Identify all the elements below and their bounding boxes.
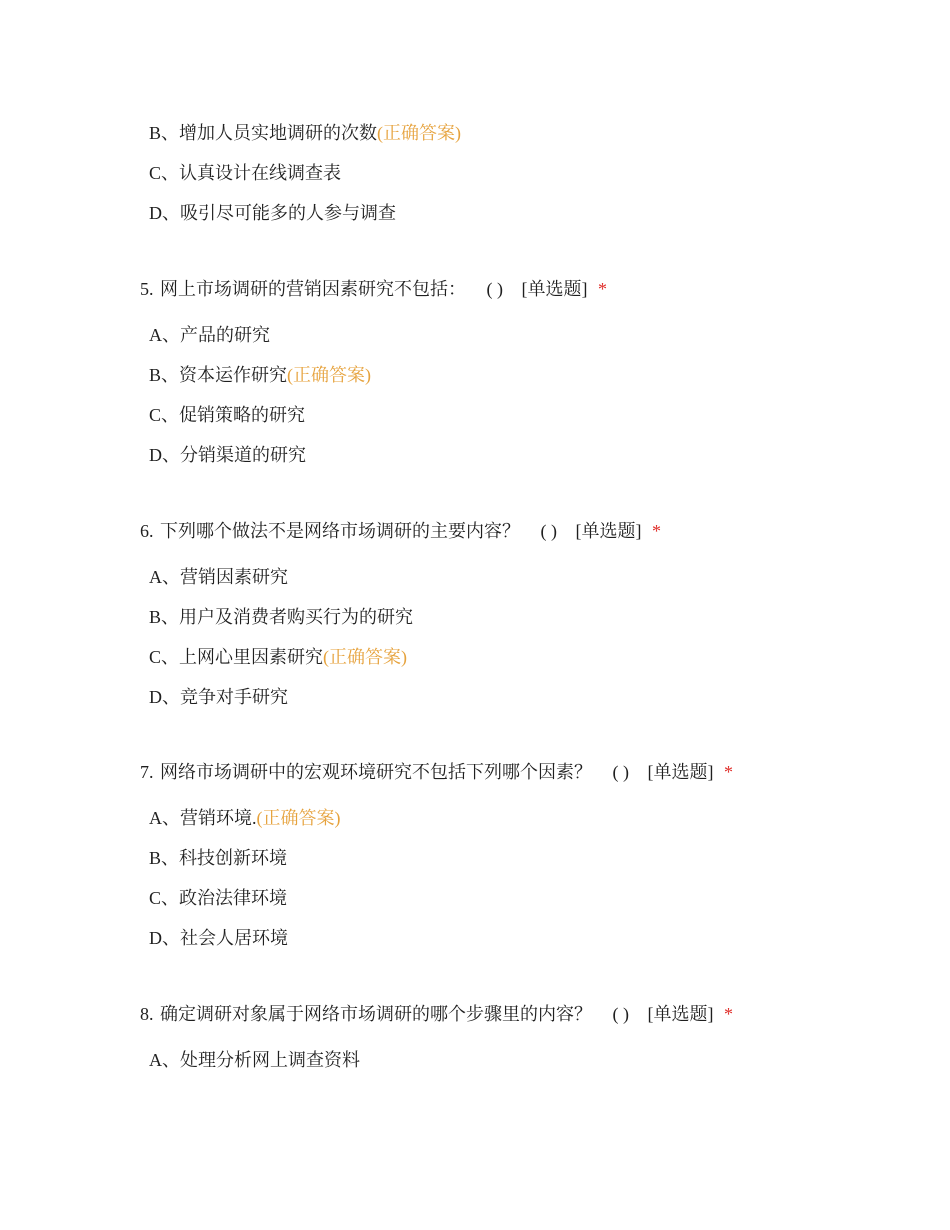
option-q7-b bbox=[149, 846, 900, 870]
option-q6-d bbox=[149, 685, 900, 709]
question-text: 网上市场调研的营销因素研究不包括： bbox=[160, 279, 466, 299]
required-marker: * bbox=[652, 521, 661, 541]
correct-answer-tag: (正确答案) bbox=[256, 808, 341, 828]
option-text: 营销环境. bbox=[180, 808, 257, 828]
correct-answer-tag: (正确答案) bbox=[377, 123, 462, 143]
option-q5-b bbox=[149, 363, 900, 387]
required-marker: * bbox=[724, 1004, 733, 1024]
correct-answer-tag: (正确答案) bbox=[323, 647, 408, 667]
option-q5-c bbox=[149, 403, 900, 427]
option-letter: A、 bbox=[149, 567, 180, 587]
question-5 bbox=[140, 277, 900, 467]
required-marker: * bbox=[724, 762, 733, 782]
option-text: 分销渠道的研究 bbox=[180, 445, 306, 465]
option-text: 用户及消费者购买行为的研究 bbox=[179, 607, 414, 627]
option-text: 处理分析网上调查资料 bbox=[180, 1050, 360, 1070]
question-4-options bbox=[140, 121, 900, 225]
correct-answer-tag: (正确答案) bbox=[287, 365, 372, 385]
option-text: 认真设计在线调查表 bbox=[179, 163, 342, 183]
option-text: 政治法律环境 bbox=[179, 888, 288, 908]
question-7 bbox=[140, 760, 900, 950]
option-letter: D、 bbox=[149, 203, 180, 223]
option-letter: B、 bbox=[149, 607, 180, 627]
option-q5-a bbox=[149, 323, 900, 347]
option-q7-c bbox=[149, 886, 900, 910]
question-type: [单选题] bbox=[647, 1004, 714, 1024]
option-text: 增加人员实地调研的次数 bbox=[179, 123, 378, 143]
question-number: 5. bbox=[140, 279, 154, 299]
question-title bbox=[140, 277, 900, 301]
required-marker: * bbox=[598, 279, 607, 299]
option-letter: C、 bbox=[149, 405, 180, 425]
option-q7-d bbox=[149, 926, 900, 950]
answer-blank: ( ) bbox=[612, 762, 629, 782]
option-text: 促销策略的研究 bbox=[179, 405, 306, 425]
question-number: 8. bbox=[140, 1004, 154, 1024]
question-text: 确定调研对象属于网络市场调研的哪个步骤里的内容？ bbox=[160, 1004, 592, 1024]
question-8 bbox=[140, 1002, 900, 1072]
question-number: 7. bbox=[140, 762, 154, 782]
option-letter: A、 bbox=[149, 1050, 180, 1070]
answer-blank: ( ) bbox=[540, 521, 557, 541]
option-letter: C、 bbox=[149, 163, 180, 183]
question-6 bbox=[140, 519, 900, 709]
option-q4-c bbox=[149, 161, 900, 185]
question-title bbox=[140, 760, 900, 784]
option-q8-a bbox=[149, 1048, 900, 1072]
option-q6-b bbox=[149, 605, 900, 629]
question-type: [单选题] bbox=[647, 762, 714, 782]
option-letter: A、 bbox=[149, 808, 180, 828]
option-q7-a bbox=[149, 806, 900, 830]
option-text: 社会人居环境 bbox=[180, 928, 288, 948]
question-title bbox=[140, 1002, 900, 1026]
option-text: 上网心里因素研究 bbox=[179, 647, 324, 667]
answer-blank: ( ) bbox=[486, 279, 503, 299]
option-q6-a bbox=[149, 565, 900, 589]
option-letter: C、 bbox=[149, 888, 180, 908]
option-q5-d bbox=[149, 443, 900, 467]
option-letter: D、 bbox=[149, 928, 180, 948]
option-text: 资本运作研究 bbox=[179, 365, 288, 385]
question-type: [单选题] bbox=[521, 279, 588, 299]
option-q6-c bbox=[149, 645, 900, 669]
option-letter: C、 bbox=[149, 647, 180, 667]
option-q4-d bbox=[149, 201, 900, 225]
option-text: 产品的研究 bbox=[180, 325, 270, 345]
option-letter: D、 bbox=[149, 445, 180, 465]
option-letter: A、 bbox=[149, 325, 180, 345]
question-title bbox=[140, 519, 900, 543]
question-type: [单选题] bbox=[575, 521, 642, 541]
option-text: 科技创新环境 bbox=[179, 848, 288, 868]
question-number: 6. bbox=[140, 521, 154, 541]
option-text: 竞争对手研究 bbox=[180, 687, 288, 707]
option-letter: D、 bbox=[149, 687, 180, 707]
question-text: 网络市场调研中的宏观环境研究不包括下列哪个因素？ bbox=[160, 762, 592, 782]
question-text: 下列哪个做法不是网络市场调研的主要内容？ bbox=[160, 521, 520, 541]
answer-blank: ( ) bbox=[612, 1004, 629, 1024]
option-text: 营销因素研究 bbox=[180, 567, 288, 587]
option-q4-b bbox=[149, 121, 900, 145]
option-letter: B、 bbox=[149, 848, 180, 868]
option-letter: B、 bbox=[149, 123, 180, 143]
option-text: 吸引尽可能多的人参与调查 bbox=[180, 203, 396, 223]
option-letter: B、 bbox=[149, 365, 180, 385]
